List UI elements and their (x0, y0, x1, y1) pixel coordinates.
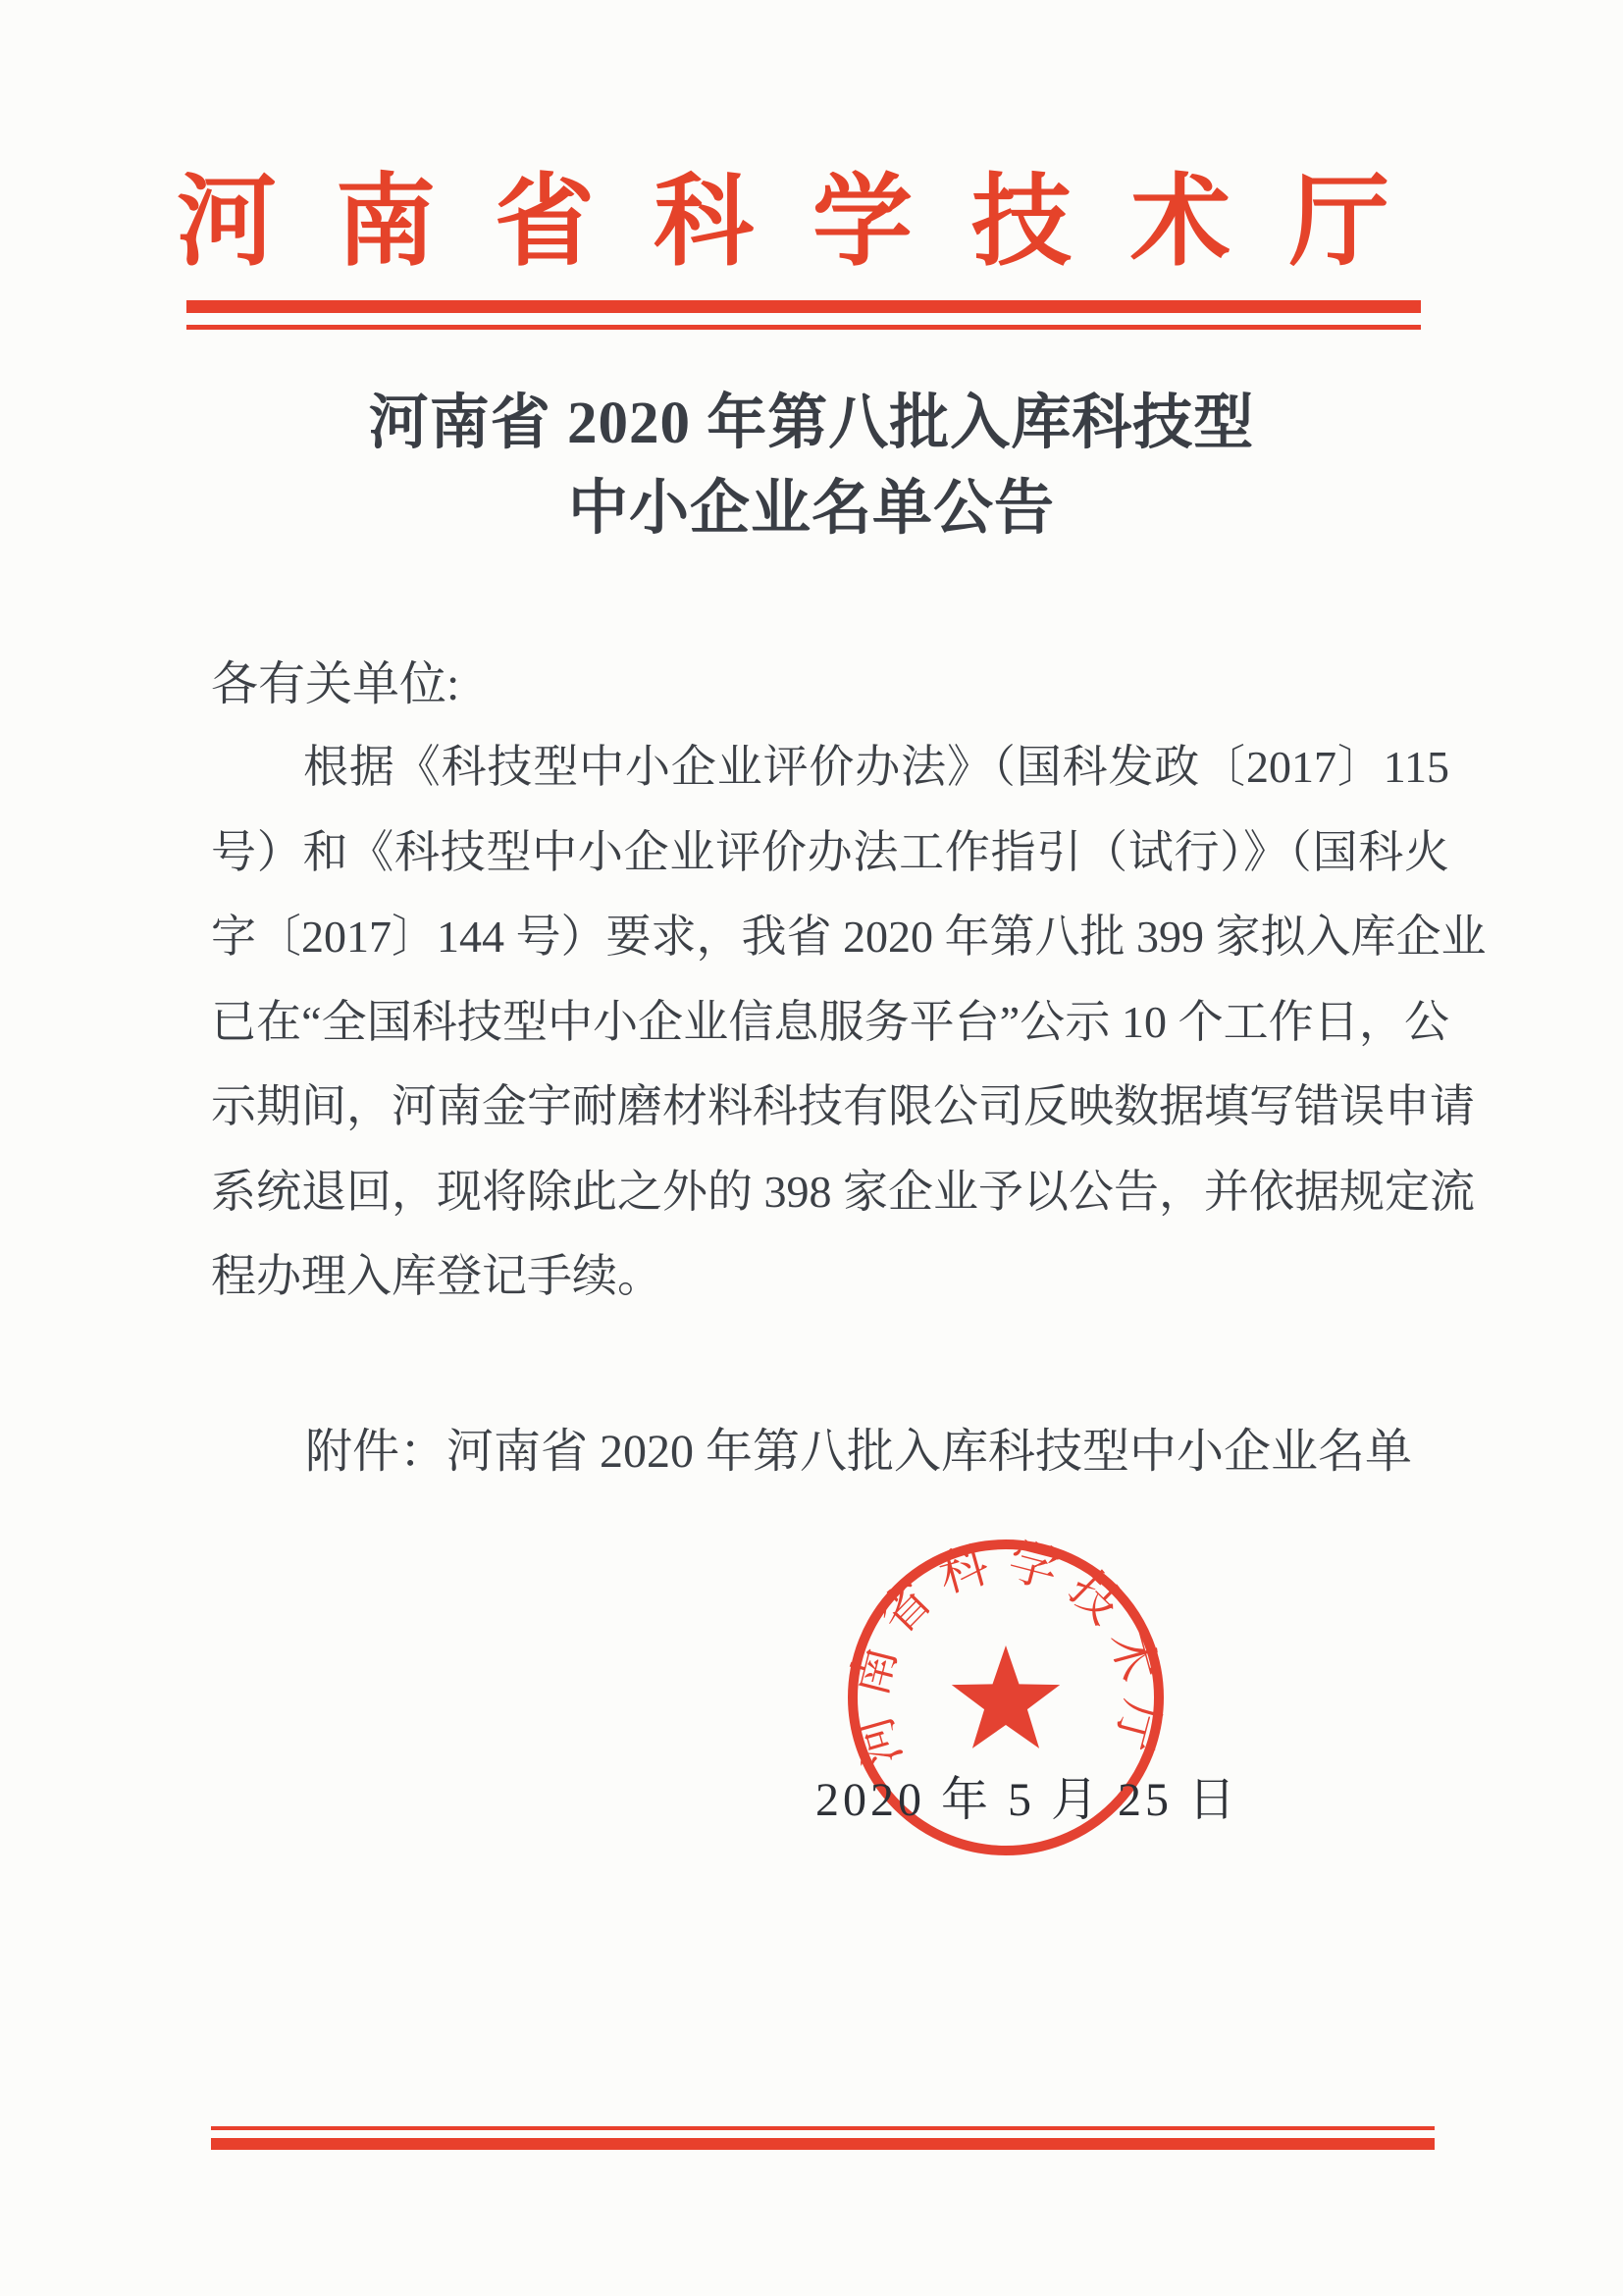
agency-name: 河南省科学技术厅 (177, 168, 1448, 279)
doc-title-line2: 中小企业名单公告 (567, 476, 1055, 542)
header-rule-thin (186, 325, 1421, 330)
paragraph-line: 根据《科技型中小企业评价办法》（国科发政〔2017〕115 (303, 742, 1449, 792)
header-rule-thick (186, 300, 1421, 313)
paragraph-line: 系统退回，现将除此之外的 398 家企业予以公告，并依据规定流 (211, 1166, 1475, 1217)
issue-date: 2020 年 5 月 25 日 (814, 1774, 1239, 1826)
attachment-line: 附件：河南省 2020 年第八批入库科技型中小企业名单 (305, 1426, 1413, 1478)
footer-rule-thin (211, 2126, 1435, 2130)
body-paragraph (211, 738, 1487, 1332)
doc-title-line1: 河南省 2020 年第八批入库科技型 (368, 391, 1255, 456)
footer-rule-thick (211, 2138, 1435, 2150)
seal-star-icon (952, 1645, 1060, 1748)
paragraph-line: 号）和《科技型中小企业评价办法工作指引（试行）》（国科火 (211, 826, 1449, 877)
seal-text: 河南省科学技术厅 (841, 1533, 1171, 1772)
paragraph-line: 示期间，河南金宇耐磨材料科技有限公司反映数据填写错误申请 (211, 1081, 1475, 1131)
paragraph-line: 程办理入库登记手续。 (211, 1251, 662, 1301)
paragraph-line: 字〔2017〕144 号）要求，我省 2020 年第八批 399 家拟入库企业 (211, 912, 1487, 962)
paragraph-line: 已在“全国科技型中小企业信息服务平台”公示 10 个工作日，公 (211, 996, 1449, 1047)
salutation: 各有关单位: (211, 658, 460, 710)
